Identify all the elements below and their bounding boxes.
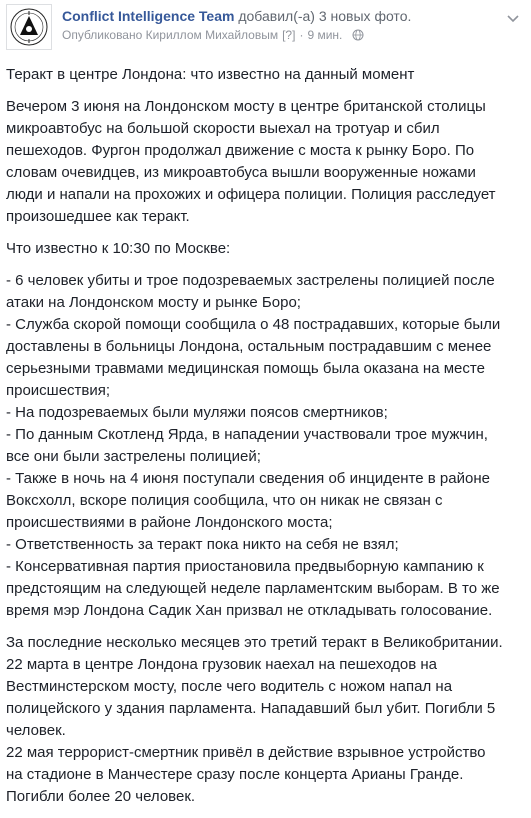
text-line: на стадионе в Манчестере сразу после концерта Арианы Гранде. bbox=[6, 766, 464, 783]
list-item: - Служба скорой помощи сообщила о 48 пострадавших, которые были bbox=[6, 316, 501, 333]
list-item: - Ответственность за теракт пока никто на себя не взял; bbox=[6, 536, 399, 553]
text-line: пешеходов. Фургон продолжал движение с моста к рынку Боро. По bbox=[6, 142, 475, 159]
text-line: 22 мая террорист-смертник привёл в действие взрывное устройство bbox=[6, 744, 486, 761]
list-item: доставлены в больницы Лондона, остальным пострадавшим с менее bbox=[6, 338, 492, 355]
published-by-text: Опубликовано Кириллом Михайловым bbox=[62, 28, 279, 42]
avatar[interactable] bbox=[6, 4, 52, 50]
list-item: серьезными травмами медицинская помощь была оказана на месте bbox=[6, 360, 485, 377]
text-line: Вечером 3 июня на Лондонском мосту в центре британской столицы bbox=[6, 98, 486, 115]
list-item: - По данным Скотленд Ярда, в нападении участвовали трое мужчин, bbox=[6, 426, 488, 443]
list-item: происшествия; bbox=[6, 382, 111, 399]
text-line: люди и напали на прохожих и офицера полиции. Полиция расследует bbox=[6, 186, 496, 203]
text-line: 22 марта в центре Лондона грузовик наехал на пешеходов на bbox=[6, 656, 438, 673]
text-line: человек. bbox=[6, 722, 66, 739]
header-title bbox=[62, 8, 411, 24]
text-line: словам очевидцев, из микроавтобуса вышли вооруженные ножами bbox=[6, 164, 476, 181]
separator-dot: · bbox=[299, 28, 304, 42]
chevron-down-icon[interactable] bbox=[507, 10, 519, 28]
post-meta bbox=[62, 28, 364, 42]
text-line: За последние несколько месяцев это третий теракт в Великобритании. bbox=[6, 634, 503, 651]
list-item: - Также в ночь на 4 июня поступали сведения об инциденте в районе bbox=[6, 470, 490, 487]
post-action-text: добавил(-а) 3 новых фото. bbox=[238, 8, 412, 24]
text-line: Погибли более 20 человек. bbox=[6, 788, 196, 805]
paragraph-context bbox=[6, 632, 528, 808]
globe-icon[interactable] bbox=[352, 29, 364, 41]
timestamp-link[interactable]: 9 мин. bbox=[307, 28, 343, 42]
post-body bbox=[6, 64, 528, 818]
list-item: - 6 человек убиты и трое подозреваемых застрелены полицией после bbox=[6, 272, 495, 289]
post-title: Теракт в центре Лондона: что известно на данный момент bbox=[6, 66, 415, 83]
author-link[interactable]: Conflict Intelligence Team bbox=[62, 8, 235, 24]
list-item: все они были застрелены полицией; bbox=[6, 448, 261, 465]
list-item: предстоящим на следующей неделе парламентским выборам. В то же bbox=[6, 580, 500, 597]
text-line: произошедшее как теракт. bbox=[6, 208, 190, 225]
text-line: Вестминстерском мосту, после чего водитель с ножом напал на bbox=[6, 678, 453, 695]
list-item: - Консервативная партия приостановила предвыборную кампанию к bbox=[6, 558, 484, 575]
list-item: происшествиями в районе Лондонского моста; bbox=[6, 514, 333, 531]
paragraph-intro bbox=[6, 96, 528, 228]
list-item: Воксхолл, вскоре полиция сообщила, что он никак не связан с bbox=[6, 492, 443, 509]
text-line: полицейского у здания парламента. Нападавший был убит. Погибли 5 bbox=[6, 700, 496, 717]
list-item: - На подозреваемых были муляжи поясов смертников; bbox=[6, 404, 388, 421]
group-logo-icon bbox=[9, 7, 49, 47]
list-item: время мэр Лондона Садик Хан призвал не откладывать голосование. bbox=[6, 602, 493, 619]
list-item: атаки на Лондонском мосту и рынке Боро; bbox=[6, 294, 301, 311]
post-header bbox=[0, 0, 531, 60]
help-mark[interactable]: [?] bbox=[282, 28, 296, 42]
known-heading: Что известно к 10:30 по Москве: bbox=[6, 240, 231, 257]
text-line: микроавтобус на большой скорости выехал на тротуар и сбил bbox=[6, 120, 440, 137]
facts-list bbox=[6, 270, 528, 622]
